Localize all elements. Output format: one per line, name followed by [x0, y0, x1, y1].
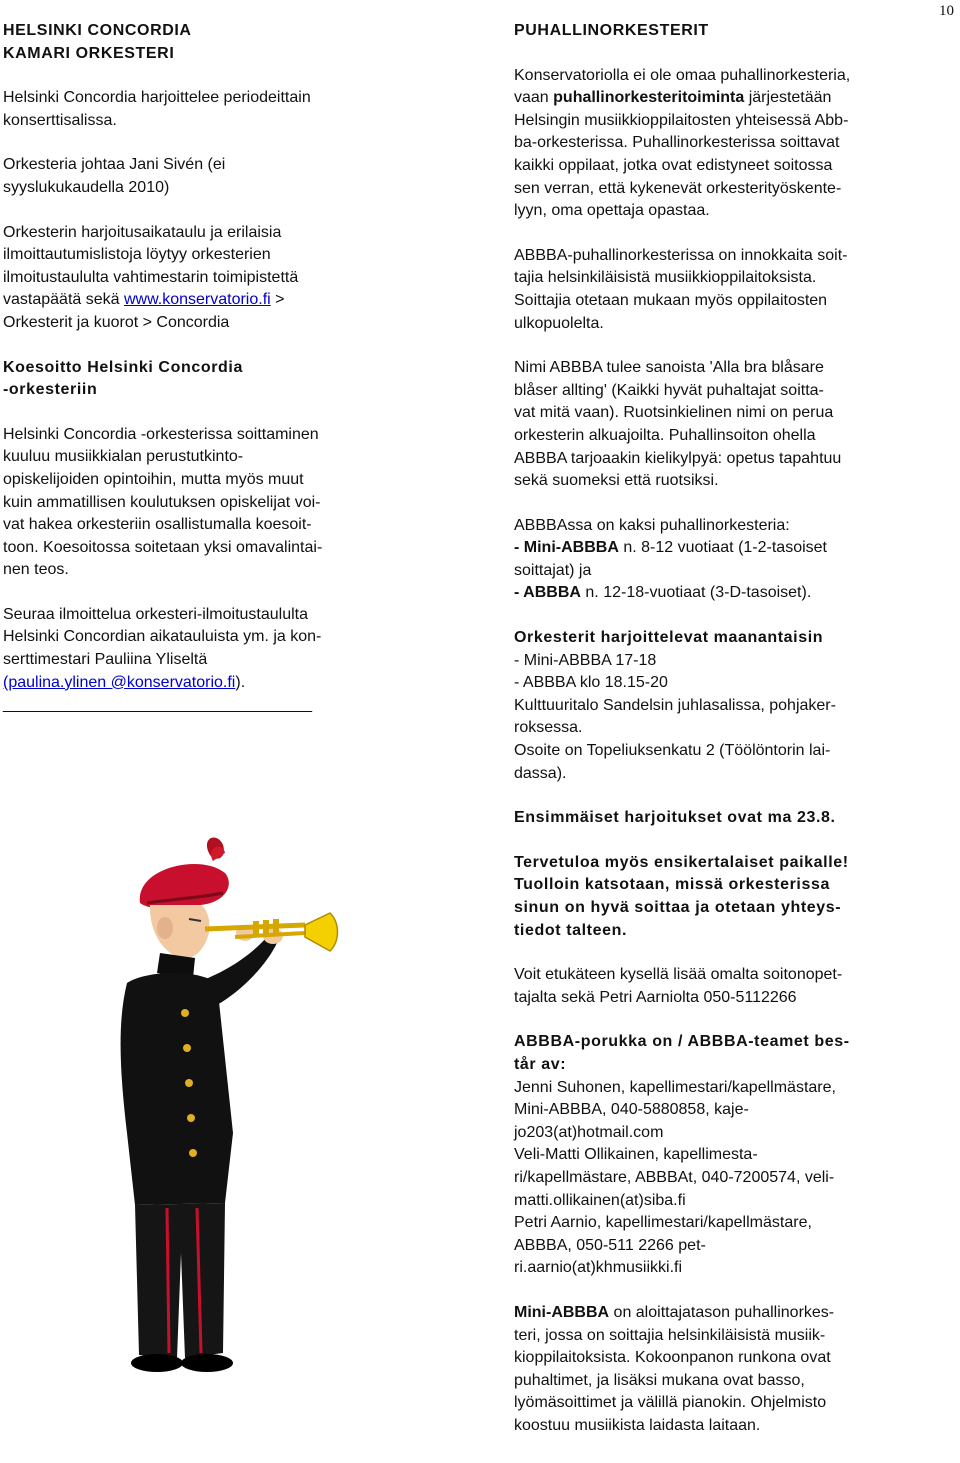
- text-line: lyyn, oma opettaja opastaa.: [514, 202, 710, 220]
- left-column: [3, 0, 443, 717]
- heading-line: sinun on hyvä soittaa ja otetaan yhteys-: [514, 899, 842, 916]
- text-line: ilmoittautumislistoja löytyy orkesterien: [3, 246, 271, 264]
- paragraph: [514, 1302, 950, 1438]
- text-line: ).: [235, 673, 246, 691]
- paragraph: [3, 604, 443, 717]
- paragraph: [3, 87, 443, 132]
- heading-line: Tervetuloa myös ensikertalaiset paikalle!: [514, 853, 849, 871]
- text-line: kaikki oppilaat, jotka ovat edistyneet soitossa: [514, 156, 833, 174]
- text-line: sekä suomeksi että ruotsiksi.: [514, 472, 719, 490]
- heading-line: -orkesteriin: [3, 381, 98, 399]
- text-line: kuuluu musiikkialan perustutkinto-: [3, 448, 244, 466]
- concordia-heading: [3, 20, 443, 65]
- text-line: orkesterin alkuajoilta. Puhallinsoiton ohella: [514, 426, 816, 444]
- text-line: Helsinki Concordia -orkesterissa soittaminen: [3, 425, 319, 443]
- text-line: n. 12-18-vuotiaat (3-D-tasoiset).: [580, 584, 812, 602]
- text-line: koostuu musiikista laidasta laitaan.: [514, 1416, 761, 1434]
- page-number: 10: [939, 3, 954, 19]
- heading-line: tiedot talteen.: [514, 921, 628, 939]
- text-line: vaan: [514, 89, 554, 107]
- paragraph: [514, 357, 950, 493]
- text-line: blåser allting' (Kaikki hyvät puhaltajat soitta-: [514, 381, 824, 399]
- text-line: järjestetään: [744, 89, 832, 107]
- text-line: serttimestari Pauliina Yliseltä: [3, 651, 208, 669]
- paragraph: [514, 964, 950, 1009]
- text-line: tajalta sekä Petri Aarniolta 050-5112266: [514, 988, 797, 1006]
- text-line: Orkesterin harjoitusaikataulu ja erilaisia: [3, 223, 282, 241]
- text-line: n. 8-12 vuotiaat (1-2-tasoiset: [618, 539, 827, 557]
- bold-text: puhallinorkesteritoiminta: [553, 89, 745, 107]
- text-line: ba-orkesterissa. Puhallinorkesterissa soittavat: [514, 134, 840, 152]
- text-line: jo203(at)hotmail.com: [514, 1123, 664, 1141]
- heading-line: Koesoitto Helsinki Concordia: [3, 358, 243, 376]
- text-line: dassa).: [514, 764, 567, 782]
- text-line: Seuraa ilmoittelua orkesteri-ilmoitustaululta: [3, 605, 309, 623]
- text-line: ABBBA, 050-511 2266 pet-: [514, 1236, 706, 1254]
- text-line: kuin ammatillisen koulutuksen opiskelijat voi-: [3, 493, 321, 511]
- heading-line: tår av:: [514, 1055, 567, 1073]
- paragraph: [3, 424, 443, 582]
- heading-line: HELSINKI CONCORDIA: [3, 22, 192, 39]
- rehearsal-heading: Orkesterit harjoittelevat maanantaisin: [514, 629, 824, 647]
- text-line: Nimi ABBBA tulee sanoista 'Alla bra blåsare: [514, 359, 824, 377]
- text-line: sen verran, että kykenevät orkesterityöskente-: [514, 179, 842, 197]
- text-line: konserttisalissa.: [3, 111, 117, 129]
- text-line: - ABBBA klo 18.15-20: [514, 674, 668, 692]
- paragraph: [514, 245, 950, 335]
- bold-text: Mini-ABBBA: [514, 1303, 610, 1321]
- paragraph: [514, 65, 950, 223]
- text-line: on aloittajatason puhallinorkes-: [609, 1303, 835, 1321]
- text-line: soittajat) ja: [514, 561, 592, 579]
- text-line: Helsinki Concordia harjoittelee periodeittain: [3, 89, 311, 107]
- text-line: Orkesterit ja kuorot > Concordia: [3, 313, 230, 331]
- text-line: ulkopuolelta.: [514, 314, 604, 332]
- text-line: Veli-Matti Ollikainen, kapellimesta-: [514, 1146, 758, 1164]
- text-line: ABBBAssa on kaksi puhallinorkesteria:: [514, 516, 790, 534]
- text-line: Soittajia otetaan mukaan myös oppilaitosten: [514, 291, 828, 309]
- koesoitto-heading: [3, 357, 443, 402]
- konservatorio-link[interactable]: www.konservatorio.fi: [123, 291, 271, 309]
- text-line: kioppilaitoksista. Kokoonpanon runkona ovat: [514, 1349, 831, 1367]
- first-rehearsal-heading: Ensimmäiset harjoitukset ovat ma 23.8.: [514, 809, 836, 827]
- text-line: opiskelijoiden opintoihin, mutta myös muut: [3, 470, 304, 488]
- text-line: Helsingin musiikkioppilaitosten yhteisessä Abb-: [514, 111, 849, 129]
- text-line: teri, jossa on soittajia helsinkiläisistä musiik-: [514, 1326, 826, 1344]
- bold-text: - Mini-ABBBA: [514, 539, 619, 557]
- text-line: Kulttuuritalo Sandelsin juhlasalissa, pohjaker-: [514, 696, 836, 714]
- text-line: Konservatoriolla ei ole omaa puhallinorkesteria,: [514, 66, 851, 84]
- trumpet-player-illustration: [105, 833, 345, 1463]
- text-line: ri.aarnio(at)khmusiikki.fi: [514, 1259, 683, 1277]
- text-line: nen teos.: [3, 561, 69, 579]
- text-line: syyslukukaudella 2010): [3, 178, 170, 196]
- text-line: Orkesteria johtaa Jani Sivén (ei: [3, 156, 226, 174]
- welcome-heading: [514, 852, 950, 942]
- text-line: >: [270, 291, 285, 309]
- text-line: Voit etukäteen kysellä lisää omalta soitonopet-: [514, 966, 843, 984]
- text-line: Petri Aarnio, kapellimestari/kapellmästare,: [514, 1214, 812, 1232]
- paragraph: [514, 515, 950, 605]
- contacts-paragraph: [514, 1077, 950, 1280]
- text-line: toon. Koesoitossa soitetaan yksi omavalintai-: [3, 538, 323, 556]
- text-line: puhaltimet, ja lisäksi mukana ovat basso,: [514, 1371, 805, 1389]
- text-line: ilmoitustaululta vahtimestarin toimipistettä: [3, 268, 299, 286]
- puhallinorkesterit-heading: PUHALLINORKESTERIT: [514, 22, 709, 39]
- text-line: ABBBA-puhallinorkesterissa on innokkaita soit-: [514, 246, 848, 264]
- heading-line: Tuolloin katsotaan, missä orkesterissa: [514, 876, 830, 894]
- right-column: [514, 0, 950, 1437]
- divider: _______________________________________: [3, 696, 312, 714]
- text-line: Osoite on Topeliuksenkatu 2 (Töölöntorin lai-: [514, 742, 831, 760]
- paragraph: [3, 154, 443, 199]
- heading-line: ABBBA-porukka on / ABBBA-teamet bes-: [514, 1033, 850, 1051]
- paragraph: [3, 222, 443, 335]
- text-line: ri/kapellmästare, ABBBAt, 040-7200574, veli-: [514, 1168, 835, 1186]
- text-line: Helsinki Concordian aikatauluista ym. ja kon-: [3, 628, 322, 646]
- paragraph: [514, 650, 950, 786]
- text-line: lyömäsoittimet ja välillä pianokin. Ohjelmisto: [514, 1394, 827, 1412]
- text-line: tajia helsinkiläisistä musiikkioppilaitoksista.: [514, 269, 817, 287]
- team-heading: [514, 1031, 950, 1076]
- email-link[interactable]: (paulina.ylinen @konservatorio.fi: [3, 673, 236, 691]
- text-line: Jenni Suhonen, kapellimestari/kapellmästare,: [514, 1078, 836, 1096]
- text-line: vat hakea orkesteriin osallistumalla koesoit-: [3, 516, 312, 534]
- bold-text: - ABBBA: [514, 584, 581, 602]
- text-line: vat mitä vaan). Ruotsinkielinen nimi on perua: [514, 404, 834, 422]
- text-line: matti.ollikainen(at)siba.fi: [514, 1191, 686, 1209]
- text-line: vastapäätä sekä: [3, 291, 124, 309]
- text-line: roksessa.: [514, 719, 583, 737]
- heading-line: KAMARI ORKESTERI: [3, 44, 175, 62]
- text-line: Mini-ABBBA, 040-5880858, kaje-: [514, 1101, 749, 1119]
- text-line: - Mini-ABBBA 17-18: [514, 651, 657, 669]
- text-line: ABBBA tarjoaakin kielikylpyä: opetus tapahtuu: [514, 449, 842, 467]
